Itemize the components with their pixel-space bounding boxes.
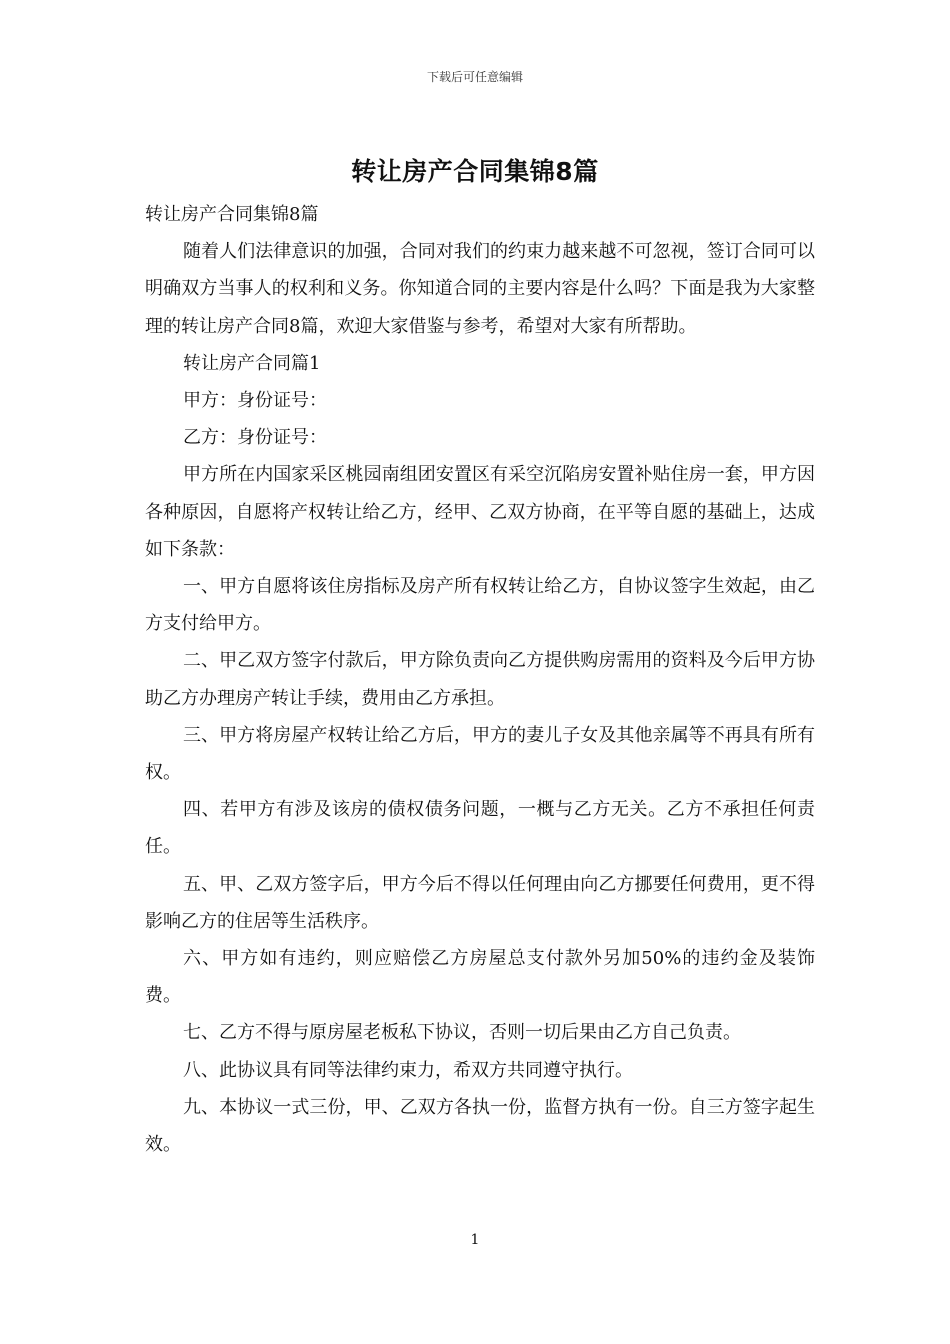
header-note: 下载后可任意编辑 [426,70,523,84]
clause-5: 五、甲、乙双方签字后，甲方今后不得以任何理由向乙方挪要任何费用，更不得影响乙方的住居等生活秩序。 [145,873,815,932]
preamble-paragraph: 甲方所在内国家采区桃园南组团安置区有采空沉陷房安置补贴住房一套，甲方因各种原因，自愿将产权转让给乙方，经甲、乙双方协商，在平等自愿的基础上，达成如下条款： [145,464,815,560]
page-number: 1 [470,1232,480,1248]
clause-2: 二、甲乙双方签字付款后，甲方除负责向乙方提供购房需用的资料及今后甲方协助乙方办理房产转让手续，费用由乙方承担。 [145,650,815,709]
clause-3: 三、甲方将房屋产权转让给乙方后，甲方的妻儿子女及其他亲属等不再具有所有权。 [145,724,815,784]
document-body [145,196,815,1163]
section-heading: 转让房产合同篇1 [183,352,321,374]
clause-8: 八、此协议具有同等法律约束力，希双方共同遵守执行。 [183,1059,633,1081]
clause-4: 四、若甲方有涉及该房的债权债务问题，一概与乙方无关。乙方不承担任何责任。 [145,799,815,858]
document-subtitle: 转让房产合同集锦8篇 [145,204,319,225]
clause-9: 九、本协议一式三份，甲、乙双方各执一份，监督方执有一份。自三方签字起生效。 [145,1096,815,1156]
document-title: 转让房产合同集锦8篇 [351,157,599,186]
intro-paragraph: 随着人们法律意识的加强，合同对我们的约束力越来越不可忽视，签订合同可以明确双方当事人的权利和义务。你知道合同的主要内容是什么吗？下面是我为大家整理的转让房产合同8篇，欢迎大家借鉴与参考，希望对大家有所帮助。 [145,241,815,337]
clause-6: 六、甲方如有违约，则应赔偿乙方房屋总支付款外另加50%的违约金及装饰费。 [145,948,815,1007]
clause-1: 一、甲方自愿将该住房指标及房产所有权转让给乙方，自协议签字生效起，由乙方支付给甲方。 [145,576,815,635]
party-a-line: 甲方：身份证号： [183,390,327,412]
party-b-line: 乙方：身份证号： [183,427,327,449]
clause-7: 七、乙方不得与原房屋老板私下协议，否则一切后果由乙方自己负责。 [183,1022,741,1044]
